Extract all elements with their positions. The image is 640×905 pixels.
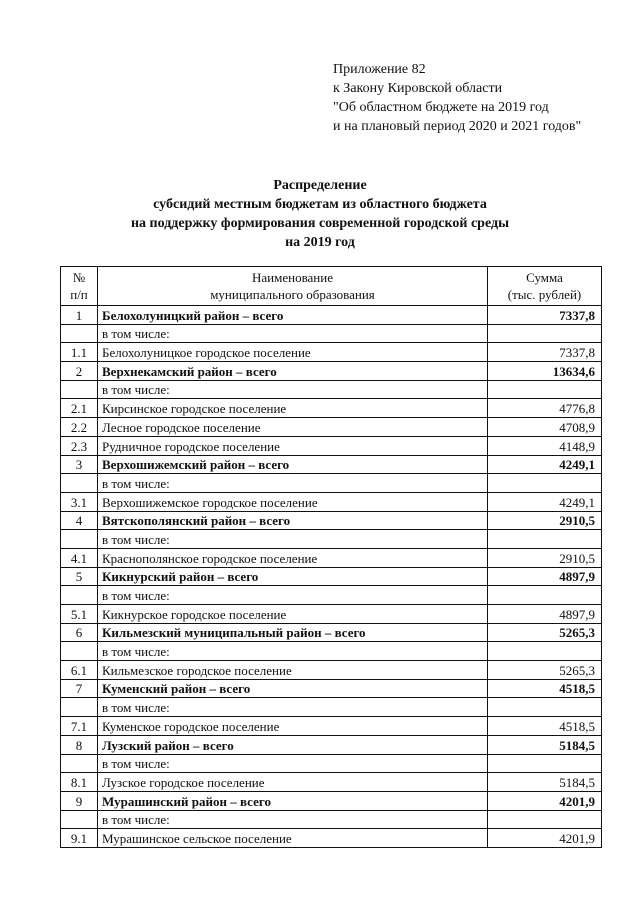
row-name-cell: Верхошижемское городское поселение <box>98 492 488 511</box>
table-row <box>61 399 602 418</box>
row-name-cell: в том числе: <box>98 698 488 717</box>
table-row <box>61 511 602 530</box>
row-name-cell: Краснополянское городское поселение <box>98 548 488 567</box>
row-number-cell: 2.1 <box>61 399 98 418</box>
header-num-line: п/п <box>70 287 88 302</box>
row-number-cell: 2.2 <box>61 418 98 437</box>
table-row <box>61 679 602 698</box>
row-sum-cell: 4897,9 <box>488 605 602 624</box>
row-sum-cell <box>488 530 602 549</box>
table-row <box>61 791 602 810</box>
row-sum-cell: 7337,8 <box>488 343 602 362</box>
row-sum-cell: 5265,3 <box>488 623 602 642</box>
row-sum-cell: 7337,8 <box>488 306 602 325</box>
subsidy-table <box>60 266 602 848</box>
row-name-cell: Рудничное городское поселение <box>98 436 488 455</box>
row-sum-cell: 4897,9 <box>488 567 602 586</box>
row-number-cell <box>61 474 98 493</box>
row-sum-cell: 4776,8 <box>488 399 602 418</box>
row-name-cell: Мурашинское сельское поселение <box>98 829 488 848</box>
table-row <box>61 810 602 829</box>
table-row <box>61 698 602 717</box>
table-row <box>61 324 602 343</box>
table-row <box>61 530 602 549</box>
table-row <box>61 642 602 661</box>
row-number-cell <box>61 380 98 399</box>
table-row <box>61 754 602 773</box>
table-row <box>61 418 602 437</box>
row-name-cell: в том числе: <box>98 324 488 343</box>
header-sum-line: Сумма <box>526 270 563 285</box>
row-sum-cell <box>488 810 602 829</box>
row-name-cell: Лузский район – всего <box>98 735 488 754</box>
header-name-line: муниципального образования <box>210 287 375 302</box>
row-name-cell: Кирсинское городское поселение <box>98 399 488 418</box>
row-number-cell: 3 <box>61 455 98 474</box>
row-name-cell: в том числе: <box>98 474 488 493</box>
row-sum-cell: 4708,9 <box>488 418 602 437</box>
row-number-cell: 6 <box>61 623 98 642</box>
row-name-cell: Лесное городское поселение <box>98 418 488 437</box>
header-num-line: № <box>72 270 86 285</box>
row-name-cell: в том числе: <box>98 642 488 661</box>
row-number-cell <box>61 810 98 829</box>
table-row <box>61 829 602 848</box>
table-row <box>61 605 602 624</box>
table-row <box>61 623 602 642</box>
row-sum-cell <box>488 698 602 717</box>
row-name-cell: Белохолуницкий район – всего <box>98 306 488 325</box>
row-number-cell <box>61 642 98 661</box>
appendix-line: Приложение 82 <box>333 62 426 77</box>
row-sum-cell <box>488 474 602 493</box>
header-sum-line: (тыс. рублей) <box>507 287 582 302</box>
header-name <box>98 267 488 306</box>
row-name-cell: в том числе: <box>98 586 488 605</box>
table-row <box>61 455 602 474</box>
row-number-cell: 9.1 <box>61 829 98 848</box>
row-name-cell: в том числе: <box>98 754 488 773</box>
row-number-cell: 5 <box>61 567 98 586</box>
table-row <box>61 735 602 754</box>
appendix-header <box>333 60 581 136</box>
row-name-cell: в том числе: <box>98 380 488 399</box>
row-sum-cell: 2910,5 <box>488 548 602 567</box>
row-sum-cell <box>488 642 602 661</box>
row-number-cell: 4 <box>61 511 98 530</box>
row-number-cell: 9 <box>61 791 98 810</box>
row-name-cell: Верхнекамский район – всего <box>98 362 488 381</box>
row-name-cell: Кикнурский район – всего <box>98 567 488 586</box>
header-sum <box>488 267 602 306</box>
row-name-cell: Вятскополянский район – всего <box>98 511 488 530</box>
table-row <box>61 492 602 511</box>
row-number-cell: 8.1 <box>61 773 98 792</box>
row-name-cell: Куменское городское поселение <box>98 717 488 736</box>
title-line: Распределение <box>273 178 367 193</box>
row-number-cell <box>61 324 98 343</box>
row-number-cell <box>61 586 98 605</box>
row-number-cell: 8 <box>61 735 98 754</box>
table-row <box>61 586 602 605</box>
table-row <box>61 661 602 680</box>
table-row <box>61 380 602 399</box>
title-line: на поддержку формирования современной городской среды <box>130 216 510 231</box>
row-number-cell: 7.1 <box>61 717 98 736</box>
row-sum-cell: 4518,5 <box>488 717 602 736</box>
appendix-line: "Об областном бюджете на 2019 год <box>333 100 549 115</box>
row-sum-cell <box>488 586 602 605</box>
row-sum-cell: 4148,9 <box>488 436 602 455</box>
header-num <box>61 267 98 306</box>
row-name-cell: Кикнурское городское поселение <box>98 605 488 624</box>
table-row <box>61 717 602 736</box>
table-row <box>61 548 602 567</box>
appendix-line: и на плановый период 2020 и 2021 годов" <box>333 119 582 134</box>
row-sum-cell: 4201,9 <box>488 829 602 848</box>
row-sum-cell: 13634,6 <box>488 362 602 381</box>
row-sum-cell: 4249,1 <box>488 492 602 511</box>
document-title <box>0 176 640 252</box>
row-number-cell: 2.3 <box>61 436 98 455</box>
row-number-cell <box>61 530 98 549</box>
row-sum-cell <box>488 380 602 399</box>
row-sum-cell: 5184,5 <box>488 735 602 754</box>
row-sum-cell: 4249,1 <box>488 455 602 474</box>
row-sum-cell: 2910,5 <box>488 511 602 530</box>
row-number-cell <box>61 698 98 717</box>
row-name-cell: Верхошижемский район – всего <box>98 455 488 474</box>
row-sum-cell <box>488 324 602 343</box>
row-name-cell: в том числе: <box>98 810 488 829</box>
appendix-line: к Закону Кировской области <box>333 81 503 96</box>
table-row <box>61 306 602 325</box>
row-sum-cell: 4201,9 <box>488 791 602 810</box>
table-header-row <box>61 267 602 306</box>
row-number-cell <box>61 754 98 773</box>
row-name-cell: Кильмезское городское поселение <box>98 661 488 680</box>
title-line: на 2019 год <box>285 235 355 250</box>
row-sum-cell: 4518,5 <box>488 679 602 698</box>
row-name-cell: Лузское городское поселение <box>98 773 488 792</box>
row-number-cell: 5.1 <box>61 605 98 624</box>
header-name-line: Наименование <box>252 270 333 285</box>
row-number-cell: 2 <box>61 362 98 381</box>
row-sum-cell: 5184,5 <box>488 773 602 792</box>
title-line: субсидий местным бюджетам из областного бюджета <box>153 197 487 212</box>
row-name-cell: Мурашинский район – всего <box>98 791 488 810</box>
table-row <box>61 343 602 362</box>
row-number-cell: 7 <box>61 679 98 698</box>
row-name-cell: Белохолуницкое городское поселение <box>98 343 488 362</box>
table-row <box>61 362 602 381</box>
table-row <box>61 773 602 792</box>
row-name-cell: в том числе: <box>98 530 488 549</box>
row-name-cell: Кильмезский муниципальный район – всего <box>98 623 488 642</box>
row-number-cell: 6.1 <box>61 661 98 680</box>
row-sum-cell <box>488 754 602 773</box>
table-row <box>61 567 602 586</box>
row-sum-cell: 5265,3 <box>488 661 602 680</box>
row-number-cell: 1 <box>61 306 98 325</box>
row-number-cell: 4.1 <box>61 548 98 567</box>
row-number-cell: 3.1 <box>61 492 98 511</box>
table-row <box>61 436 602 455</box>
row-number-cell: 1.1 <box>61 343 98 362</box>
row-name-cell: Куменский район – всего <box>98 679 488 698</box>
table-row <box>61 474 602 493</box>
